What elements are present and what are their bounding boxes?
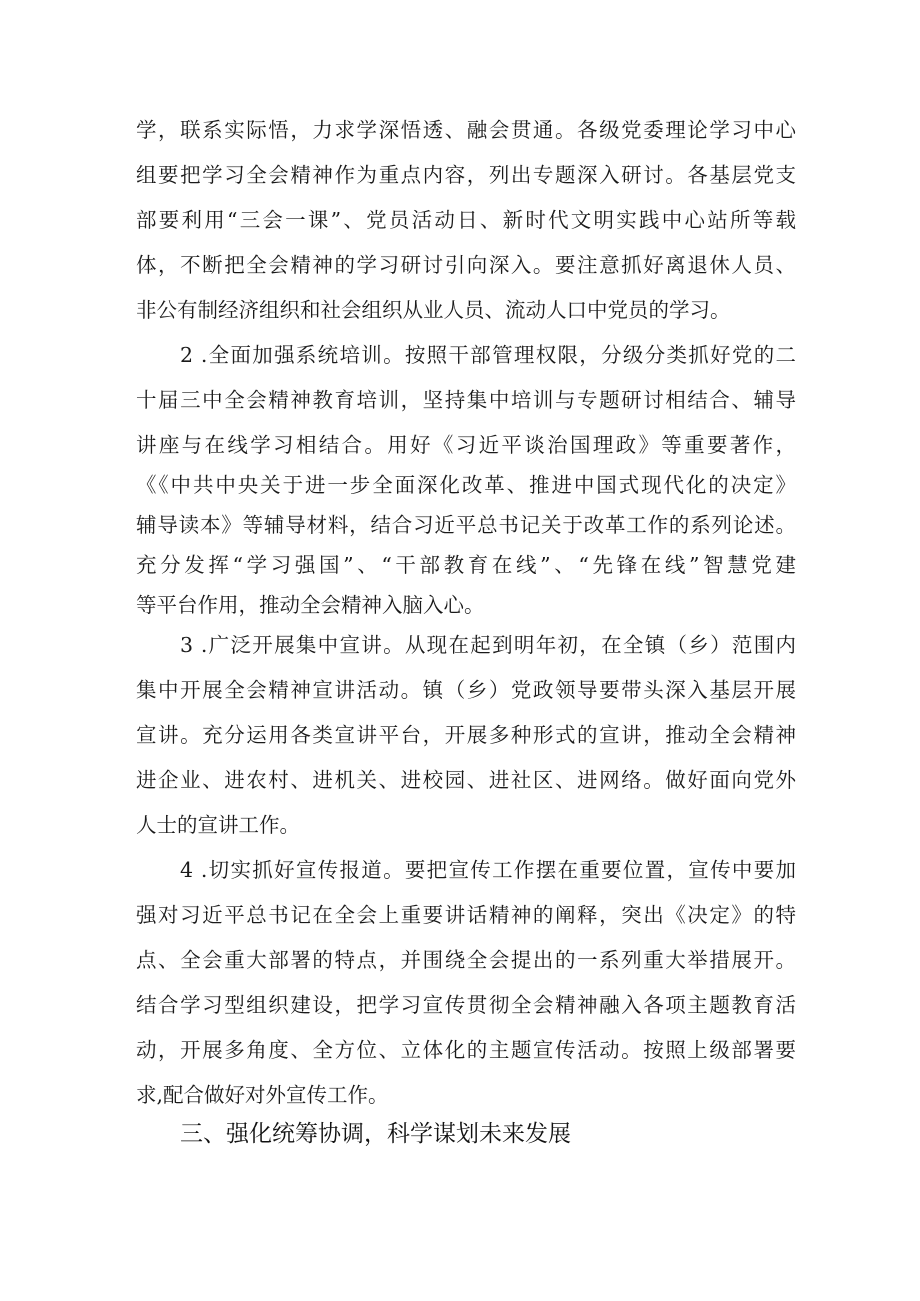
text-line: 组要把学习全会精神作为重点内容，列出专题深入研讨。各基层党支 <box>136 163 796 187</box>
text-line: 十届三中全会精神教育培训，坚持集中培训与专题研讨相结合、辅导 <box>136 388 796 412</box>
text-line: 宣讲。充分运用各类宣讲平台，开展多种形式的宣讲，推动全会精神 <box>136 723 796 747</box>
text-line: 4 .切实抓好宣传报道。要把宣传工作摆在重要位置，宣传中要加 <box>180 858 796 882</box>
text-line: 等平台作用，推动全会精神入脑入心。 <box>136 593 485 617</box>
text-line: 人士的宣讲工作。 <box>136 813 300 837</box>
text-line: 3 .广泛开展集中宣讲。从现在起到明年初，在全镇（乡）范围内 <box>180 633 796 657</box>
text-line: 2 .全面加强系统培训。按照干部管理权限，分级分类抓好党的二 <box>180 343 796 367</box>
text-line: 《《中共中央关于进一步全面深化改革、推进中国式现代化的决定》 <box>136 473 796 497</box>
text-line: 非公有制经济组织和社会组织从业人员、流动人口中党员的学习。 <box>136 298 731 322</box>
text-line: 进企业、进农村、进机关、进校园、进社区、进网络。做好面向党外 <box>136 768 796 792</box>
text-line: 辅导读本》等辅导材料，结合习近平总书记关于改革工作的系列论述。 <box>136 513 796 537</box>
text-line: 强对习近平总书记在全会上重要讲话精神的阐释，突出《决定》的特 <box>136 903 796 927</box>
text-line: 部要利用“三会一课”、党员活动日、新时代文明实践中心站所等载 <box>136 208 796 232</box>
section-heading: 三、强化统筹协调，科学谋划未来发展 <box>180 1121 571 1147</box>
text-line: 学，联系实际悟，力求学深悟透、融会贯通。各级党委理论学习中心 <box>136 118 796 142</box>
text-line: 求,配合做好对外宣传工作。 <box>136 1083 389 1107</box>
text-line: 体，不断把全会精神的学习研讨引向深入。要注意抓好离退休人员、 <box>136 253 796 277</box>
text-line: 讲座与在线学习相结合。用好《习近平谈治国理政》等重要著作， <box>136 433 796 457</box>
text-line: 结合学习型组织建设，把学习宣传贯彻全会精神融入各项主题教育活 <box>136 993 796 1017</box>
text-line: 点、全会重大部署的特点，并围绕全会提出的一系列重大举措展开。 <box>136 948 796 972</box>
text-line: 动，开展多角度、全方位、立体化的主题宣传活动。按照上级部署要 <box>136 1038 796 1062</box>
text-line: 集中开展全会精神宣讲活动。镇（乡）党政领导要带头深入基层开展 <box>136 678 796 702</box>
text-line: 充分发挥“学习强国”、“干部教育在线”、“先锋在线”智慧党建 <box>136 553 796 577</box>
